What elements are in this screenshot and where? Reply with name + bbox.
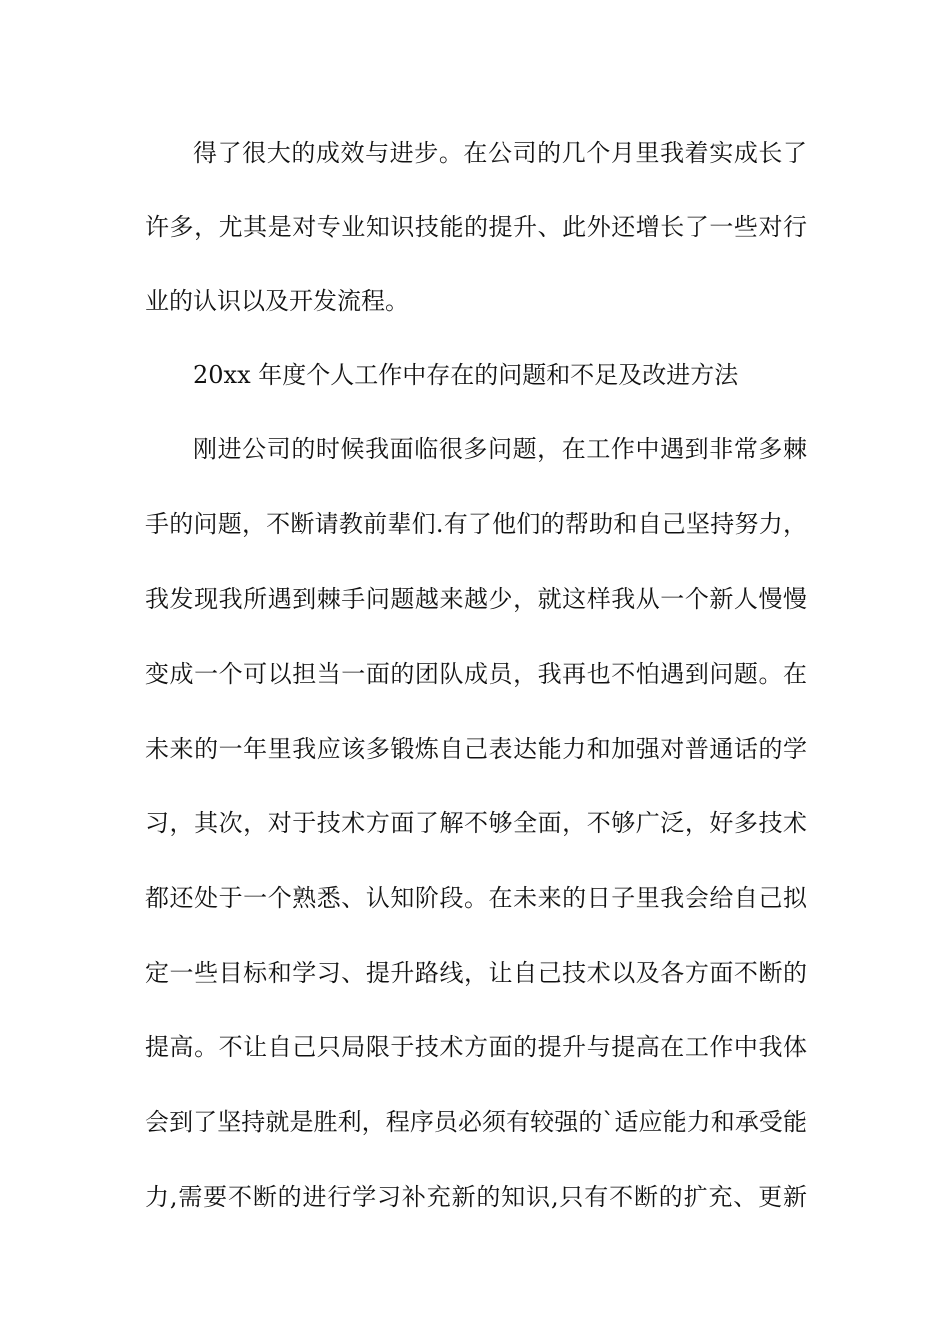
paragraph-line: 定一些目标和学习、提升路线，让自己技术以及各方面不断的 (145, 959, 807, 987)
paragraph-line: 业的认识以及开发流程。 (145, 287, 409, 315)
paragraph-line: 习，其次，对于技术方面了解不够全面，不够广泛，好多技术 (145, 809, 807, 837)
paragraph-line: 许多，尤其是对专业知识技能的提升、此外还增长了一些对行 (145, 213, 807, 241)
paragraph-line: 力,需要不断的进行学习补充新的知识,只有不断的扩充、更新 (145, 1183, 807, 1211)
paragraph-line: 我发现我所遇到棘手问题越来越少，就这样我从一个新人慢慢 (145, 585, 807, 613)
section-heading: 20xx 年度个人工作中存在的问题和不足及改进方法 (193, 361, 739, 389)
paragraph-line: 会到了坚持就是胜利，程序员必须有较强的`适应能力和承受能 (145, 1108, 807, 1136)
paragraph-line: 都还处于一个熟悉、认知阶段。在未来的日子里我会给自己拟 (145, 884, 807, 912)
paragraph-line: 手的问题，不断请教前辈们.有了他们的帮助和自己坚持努力， (145, 510, 807, 538)
paragraph-line: 未来的一年里我应该多锻炼自己表达能力和加强对普通话的学 (145, 735, 807, 763)
paragraph-line: 变成一个可以担当一面的团队成员，我再也不怕遇到问题。在 (145, 660, 807, 688)
paragraph-line: 提高。不让自己只局限于技术方面的提升与提高在工作中我体 (145, 1033, 807, 1061)
paragraph-line: 得了很大的成效与进步。在公司的几个月里我着实成长了 (193, 139, 807, 167)
paragraph-line: 刚进公司的时候我面临很多问题，在工作中遇到非常多棘 (193, 435, 807, 463)
